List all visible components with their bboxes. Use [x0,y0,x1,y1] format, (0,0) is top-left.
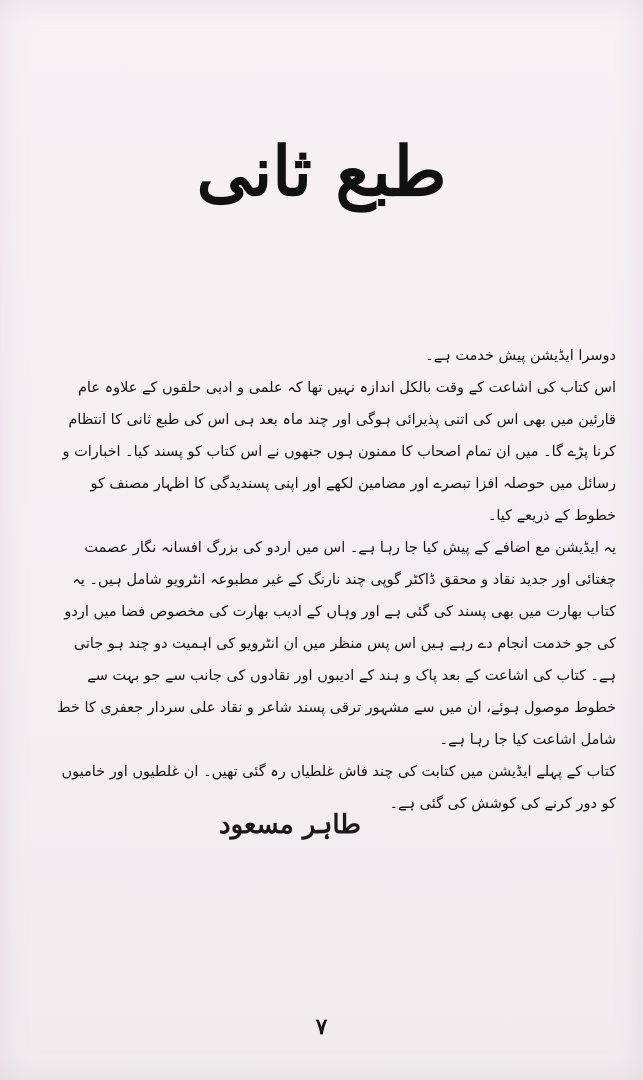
preface-body [56,340,616,820]
paragraph-1: دوسرا ایڈیشن پیش خدمت ہے۔ [425,348,616,364]
paragraph-3: یہ ایڈیشن مع اضافے کے پیش کیا جا رہا ہے۔ اس میں اردو کی بزرگ افسانہ نگار عصمت چغتائی اور جدید نقاد و محقق ڈاکٹر گوپی چند نارنگ کے غیر مطبوعہ انٹرویو شامل ہیں۔ یہ کتاب بھارت میں بھی پسند کی گئی ہے اور وہاں کے ادیب بھارت کی مخصوص فضا میں اردو کی جو خدمت انجام دے رہے ہیں اس پس منظر میں ان انٹرویو کی اہمیت دو چند ہو جاتی ہے۔ کتاب کی اشاعت کے بعد پاک و ہند کے ادیبوں اور نقادوں کی جانب سے جو بہت سے خطوط موصول ہوئے، ان میں سے مشہور ترقی پسند شاعر و نقاد علی سردار جعفری کا خط شامل اشاعت کیا جا رہا ہے۔ [57,540,616,748]
paragraph-2: اس کتاب کی اشاعت کے وقت بالکل اندازہ نہیں تھا کہ علمی و ادبی حلقوں کے علاوہ عام قارئین میں بھی اس کی اتنی پذیرائی ہوگی اور چند ماہ بعد ہی اس کی طبع ثانی کا انتظام کرنا پڑے گا۔ میں ان تمام اصحاب کا ممنون ہوں جنھوں نے اس کتاب کو پسند کیا۔ اخبارات و رسائل میں حوصلہ افزا تبصرے اور مضامین لکھے اور اپنی پسندیدگی کا اظہار مصنف کو خطوط کے ذریعے کیا۔ [62,380,616,524]
page-title: طبع ثانی [196,132,447,212]
paragraph-4: کتاب کے پہلے ایڈیشن میں کتابت کی چند فاش غلطیاں رہ گئی تھیں۔ ان غلطیوں اور خامیوں کو دور کرنے کی کوشش کی گئی ہے۔ [61,764,616,812]
author-signature: طاہر مسعود [219,810,361,840]
page-number: ۷ [315,1014,328,1040]
